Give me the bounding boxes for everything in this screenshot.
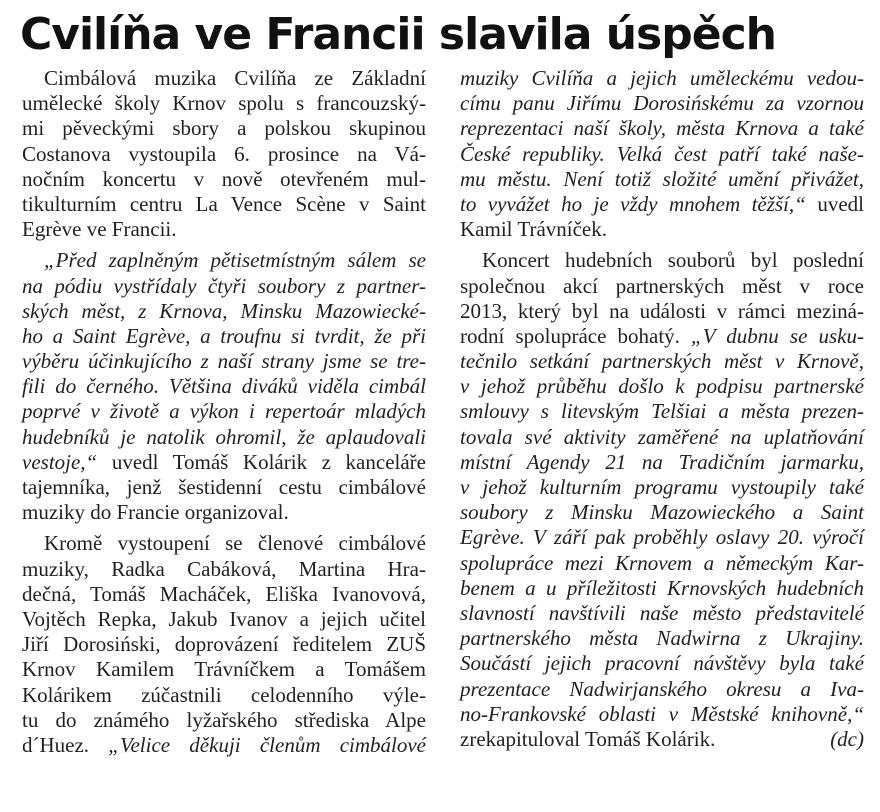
text-line: v jehož kulturním programu vystoupily také xyxy=(460,475,864,499)
text-line: Kromě vystoupení se členové cimbálové xyxy=(44,531,426,556)
article-headline: Cvilíňa ve Francii slavila úspěch xyxy=(20,9,776,60)
text-line: společnou akcí partnerských měst v roce xyxy=(460,273,864,298)
text-line: Kolárikem zúčastnili celodenního výle- xyxy=(22,682,426,707)
text-line: d´Huez. „Velice děkuji členům cimbálové xyxy=(22,732,426,757)
text-line: fili do černého. Většina diváků viděla cimbál xyxy=(22,374,426,399)
text-line: tu do známého lyžařského střediska Alpe xyxy=(22,707,426,732)
text-line: České republiky. Velká čest patří také naše- xyxy=(460,141,864,166)
text-line: Kamil Trávníček. xyxy=(460,217,607,242)
text-line: zrekapituloval Tomáš Kolárik. (dc) xyxy=(460,726,864,751)
text-line: to vyvážet ho je vždy mnohem těžší,“ uvedl xyxy=(460,191,865,216)
article-column-left xyxy=(22,66,426,758)
text-line: v jehož průběhu došlo k podpisu partnerské xyxy=(460,374,864,399)
text-line: benem a u příležitosti Krnovských hudebních xyxy=(460,575,864,600)
text-line: na pódiu vystřídaly čtyři soubory z partner- xyxy=(22,273,426,298)
text-line: tovala své aktivity zaměřené na uplatňování xyxy=(460,424,864,449)
text-line: „Před zaplněným pětisetmístným sálem se xyxy=(44,248,426,273)
text-line: Cimbálová muzika Cvilíňa ze Základní xyxy=(44,66,426,90)
text-line: no-Frankovské oblasti v Městské knihovně,“ xyxy=(460,701,864,726)
text-line: Součástí jejich pracovní návštěvy byla také xyxy=(460,651,864,676)
text-line: mi pěveckými sbory a polskou skupinou xyxy=(22,116,426,141)
text-line: místní Agendy 21 na Tradičním jarmarku, xyxy=(460,449,864,474)
text-line: tečnilo setkání partnerských měst v Krnově, xyxy=(460,349,864,374)
text-line: výběru účinkujícího z naší strany jsme se tre- xyxy=(22,349,426,374)
text-line: vestoje,“ uvedl Tomáš Kolárik z kanceláře xyxy=(22,449,426,474)
text-line: Krnov Kamilem Trávníčkem a Tomášem xyxy=(22,657,426,682)
text-line: tikulturním centru La Vence Scène v Saint xyxy=(22,191,426,216)
text-line: hudebníků je natolik ohromil, že aplaudovali xyxy=(22,424,426,449)
text-line: címu panu Jiřímu Dorosińskému za vzornou xyxy=(460,91,864,116)
text-line: slavností navštívili naše město představitelé xyxy=(460,600,864,625)
text-line: rodní spolupráce bohatý. „V dubnu se usku- xyxy=(460,323,864,348)
text-line: ho a Saint Egrève, a troufnu si tvrdit, že při xyxy=(22,323,426,348)
author-signature: (dc) xyxy=(830,726,864,751)
text-line: Koncert hudebních souborů byl poslední xyxy=(482,248,864,273)
text-line: prezentace Nadwirjanského okresu a Iva- xyxy=(460,676,864,701)
text-line: 2013, který byl na události v rámci meziná- xyxy=(460,298,864,323)
text-line: soubory z Minsku Mazowieckého a Saint xyxy=(460,500,864,525)
text-line: Vojtěch Repka, Jakub Ivanov a jejich učitel xyxy=(22,606,426,631)
text-line: reprezentaci naší školy, města Krnova a také xyxy=(460,116,864,141)
text-line: poprvé v životě a výkon i repertoár mladých xyxy=(22,399,426,424)
text-line: ských měst, z Krnova, Minsku Mazowiecké- xyxy=(22,298,426,323)
text-line: muziky Cvilíňa a jejich uměleckému vedou- xyxy=(460,66,864,90)
article-column-right xyxy=(460,66,864,752)
text-line: umělecké školy Krnov spolu s francouzský- xyxy=(22,91,426,116)
text-line: Egrève ve Francii. xyxy=(22,217,177,242)
text-line: partnerského města Nadwirna z Ukrajiny. xyxy=(460,626,864,651)
text-line: mu městu. Není totiž složité umění přivážet, xyxy=(460,166,864,191)
text-line: Jiří Dorosiński, doprovázení ředitelem ZUŠ xyxy=(22,632,426,657)
text-line: nočním koncertu v nově otevřeném mul- xyxy=(22,166,426,191)
text-line: spolupráce mezi Krnovem a německým Kar- xyxy=(460,550,864,575)
text-line: muziky, Radka Cabáková, Martina Hra- xyxy=(22,556,426,581)
text-line: Egrève. V září pak proběhly oslavy 20. výročí xyxy=(460,525,864,550)
text-line: Costanova vystoupila 6. prosince na Vá- xyxy=(22,141,426,166)
text-line: muziky do Francie organizoval. xyxy=(22,500,289,525)
text-line: tajemníka, jenž šestidenní cestu cimbálové xyxy=(22,475,426,499)
text-line: dečná, Tomáš Macháček, Eliška Ivanovová, xyxy=(22,581,426,606)
text-line: smlouvy s litevským Telšiai a města prezen- xyxy=(460,399,864,424)
